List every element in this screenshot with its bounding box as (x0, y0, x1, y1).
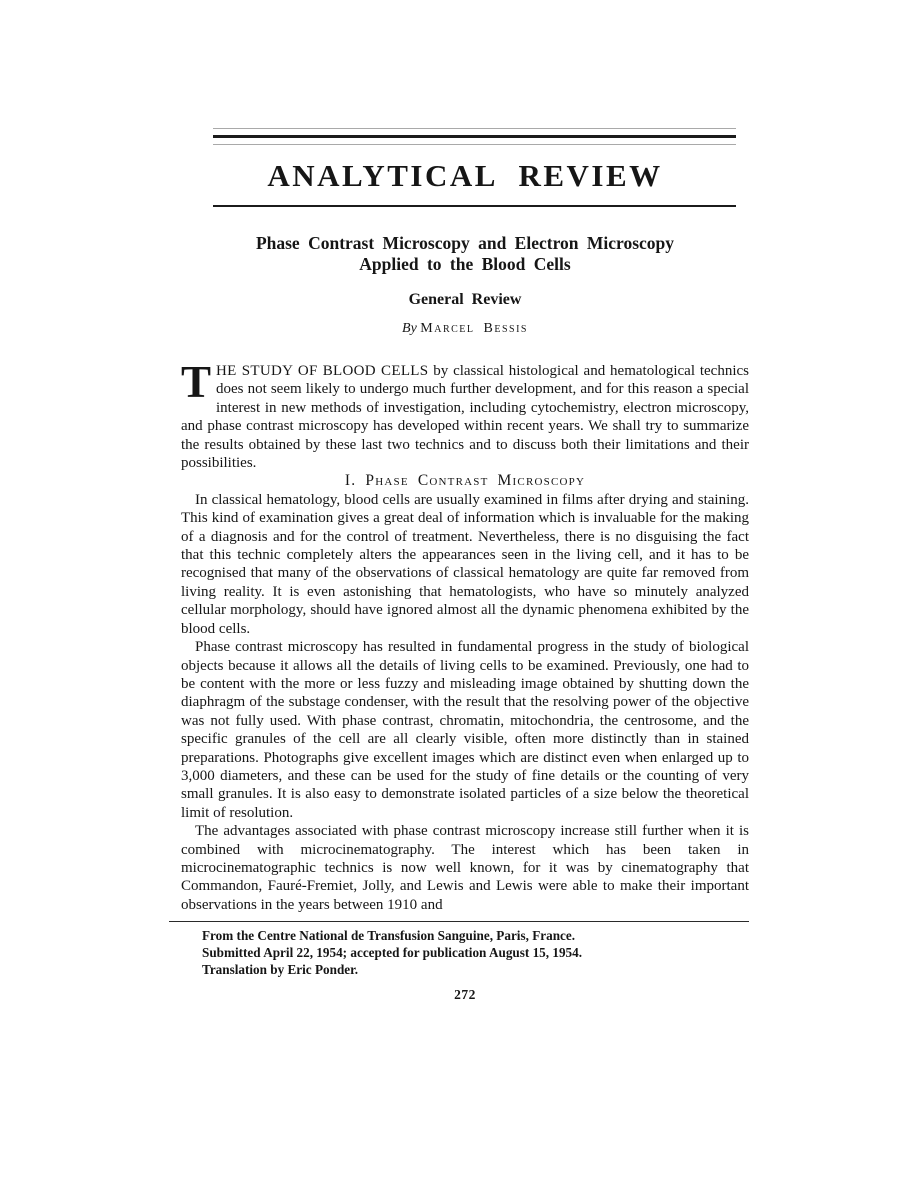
opening-paragraph (181, 357, 749, 472)
section-banner-title: ANALYTICAL REVIEW (267, 158, 663, 193)
body-paragraph-1: In classical hematology, blood cells are usually examined in films after drying and staining. This kind of examination gives a great deal of information which is invaluable for the making of a diagnosis and for the control of treatment. Nevertheless, there is no disguising the fact that this technic completely alters the appearances seen in the living cell, and it has to be recognised that many of the observations of classical hematology are quite far removed from living reality. It is even astonishing that hematologists, who have so minutely analyzed cellular morphology, should have ignored almost all the dynamic phenomena exhibited by the blood cells. (181, 491, 749, 637)
header-rules (213, 128, 736, 145)
footnote-source: From the Centre National de Transfusion Sanguine, Paris, France. (202, 928, 576, 944)
article-title (181, 233, 749, 275)
footnote-submission: Submitted April 22, 1954; accepted for publication August 15, 1954. (202, 945, 583, 961)
body-paragraph-3: The advantages associated with phase contrast microscopy increase still further when it is combined with microcinematography. The interest which has been taken in microcinematographic technics is now well known, for it was by cinematography that Commandon, Fauré-Fremiet, Jolly, and Lewis and Lewis were able to make their important observations in the years between 1910 and (181, 823, 749, 913)
article-title-line2: Applied to the Blood Cells (359, 254, 571, 274)
section-heading: I. Phase Contrast Microscopy (344, 472, 586, 490)
header-rule-faint-top (213, 128, 736, 129)
footnote-translation: Translation by Eric Ponder. (202, 962, 359, 978)
drop-cap: T (181, 357, 212, 407)
header-rule-faint-bottom (213, 144, 736, 145)
byline (181, 321, 749, 337)
header-rule-thick (213, 135, 736, 138)
byline-author: Marcel Bessis (420, 321, 528, 336)
opening-lead-caps: HE STUDY OF BLOOD CELLS (216, 363, 429, 379)
body-paragraph-2: Phase contrast microscopy has resulted in fundamental progress in the study of biological objects because it allows all the details of living cells to be examined. Previously, one had to be content with the more or less fuzzy and misleading image obtained by shutting down the diaphragm of the substage condenser, with the result that the resolving power of the objective was not fully used. With phase contrast, chromatin, mitochondria, the centrosome, and the specific granules of the cell are all clearly visible, often more distinctly than in stained preparations. Photographs give excellent images which are distinct even when enlarged up to 3,000 diameters, and these can be used for the study of fine details or the counting of very small granules. It is also easy to demonstrate isolated particles of a size below the theoretical limit of resolution. (181, 639, 749, 821)
footnote-block (181, 921, 749, 978)
banner-underline-rule (213, 205, 736, 207)
page-number: 272 (454, 987, 476, 1003)
opening-text: by classical histological and hematological technics does not seem likely to undergo much further development, and for this reason a special interest in new methods of investigation, including cytochemistry, electron microscopy, and phase contrast microscopy has developed within recent years. We shall try to summarize the results obtained by these last two technics and to discuss both their limitations and their possibilities. (181, 363, 749, 472)
text-column (181, 128, 749, 1003)
article-body (181, 357, 749, 914)
footnote-lines (181, 927, 749, 978)
article-subtitle: General Review (408, 291, 522, 308)
article-title-line1: Phase Contrast Microscopy and Electron Microscopy (255, 233, 675, 253)
byline-prefix: By (402, 321, 417, 336)
footnote-separator-rule (169, 921, 749, 922)
